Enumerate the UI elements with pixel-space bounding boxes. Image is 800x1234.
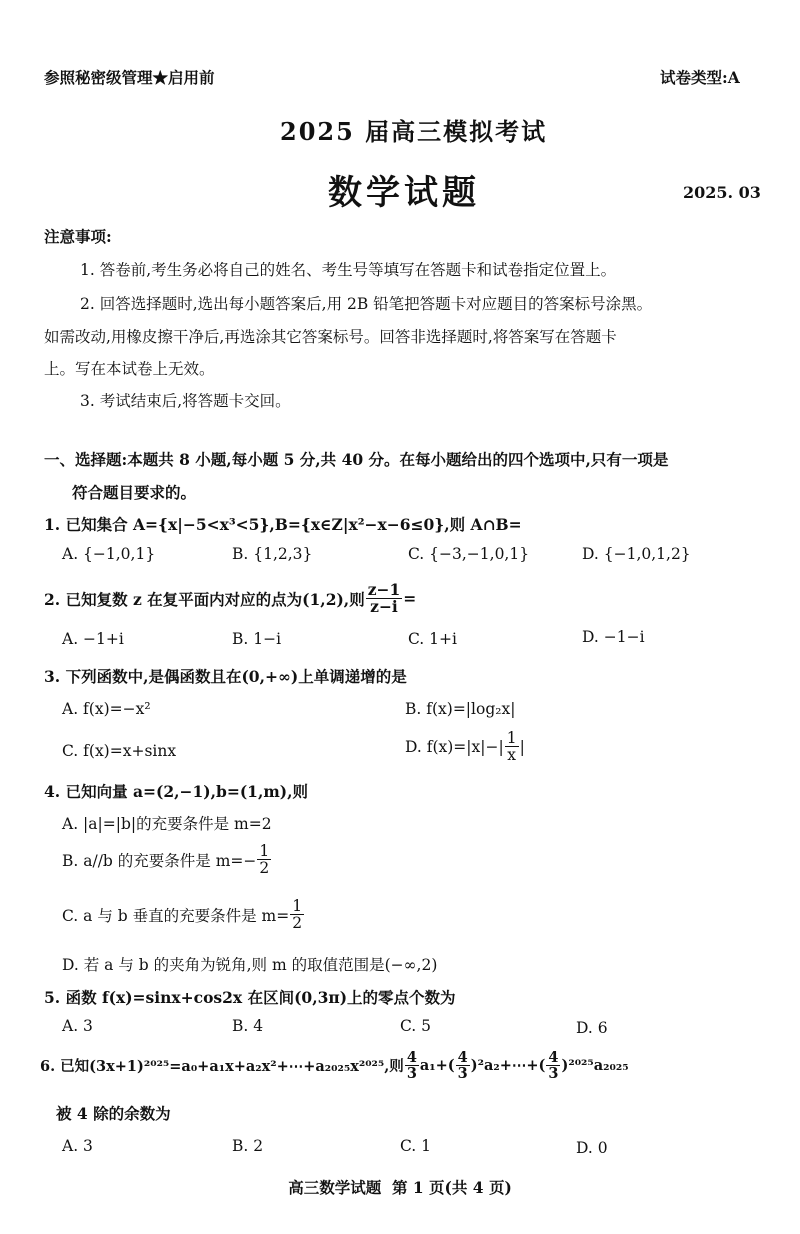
question-2-stem (44, 582, 416, 616)
q2-option-a: A. −1+i (62, 630, 124, 648)
question-6-stem-cont: 被 4 除的余数为 (56, 1104, 171, 1123)
section-heading-cont: 符合题目要求的。 (72, 483, 197, 502)
q5-option-d: D. 6 (576, 1019, 608, 1037)
q5-option-a: A. 3 (62, 1017, 93, 1035)
q6-frac1-den: 3 (406, 1065, 417, 1083)
q6-option-d: D. 0 (576, 1139, 608, 1157)
q3-d-num: 1 (506, 729, 517, 747)
q6-option-c: C. 1 (400, 1137, 432, 1155)
q1-option-c: C. {−3,−1,0,1} (408, 545, 530, 563)
q6-stem-b: a₁+( (419, 1057, 455, 1075)
page-footer: 高三数学试题 第 1 页(共 4 页) (288, 1178, 512, 1197)
q3-d-fraction (505, 730, 519, 764)
q6-frac3-den: 3 (548, 1065, 559, 1083)
q6-frac3-num: 4 (548, 1049, 559, 1066)
q3-d-text: D. f(x)=|x|−| (405, 737, 504, 756)
q6-stem-a: 6. 已知(3x+1)²⁰²⁵=a₀+a₁x+a₂x²+⋯+a₂₀₂₅x²⁰²⁵,则 (40, 1058, 404, 1076)
q6-frac2-den: 3 (457, 1065, 468, 1083)
q4-c-den: 2 (292, 914, 303, 933)
q6-fraction-1 (405, 1050, 419, 1081)
notice-item-2-end: 上。写在本试卷上无效。 (44, 360, 215, 378)
q3-option-d (405, 730, 525, 764)
q1-option-d: D. {−1,0,1,2} (582, 545, 691, 563)
q6-frac2-num: 4 (457, 1049, 468, 1066)
notice-item-1: 1. 答卷前,考生务必将自己的姓名、考生号等填写在答题卡和试卷指定位置上。 (80, 261, 617, 279)
q2-frac-num: z−1 (367, 580, 401, 599)
question-6-stem (40, 1050, 629, 1081)
q4-option-d: D. 若 a 与 b 的夹角为锐角,则 m 的取值范围是(−∞,2) (62, 956, 438, 974)
q4-b-den: 2 (259, 859, 270, 878)
paper-type-label: 试卷类型:A (660, 68, 740, 87)
question-3-stem: 3. 下列函数中,是偶函数且在(0,+∞)上单调递增的是 (44, 667, 407, 686)
q2-option-c: C. 1+i (408, 630, 457, 648)
question-5-stem: 5. 函数 f(x)=sinx+cos2x 在区间(0,3π)上的零点个数为 (44, 988, 456, 1007)
question-4-stem: 4. 已知向量 a=(2,−1),b=(1,m),则 (44, 782, 308, 801)
notice-item-2-cont: 如需改动,用橡皮擦干净后,再选涂其它答案标号。回答非选择题时,将答案写在答题卡 (44, 328, 617, 346)
q4-option-b (62, 843, 272, 877)
q2-stem-end: = (403, 589, 417, 609)
q5-option-c: C. 5 (400, 1017, 432, 1035)
notice-title: 注意事项: (44, 227, 112, 246)
q3-option-c: C. f(x)=x+sinx (62, 742, 177, 760)
q6-fraction-3 (546, 1050, 560, 1081)
q3-option-a: A. f(x)=−x² (62, 700, 151, 718)
q6-stem-c: )²a₂+⋯+( (470, 1057, 546, 1075)
q2-stem-text: 2. 已知复数 z 在复平面内对应的点为(1,2),则 (44, 589, 365, 609)
subject-title: 数学试题 (328, 173, 480, 213)
q2-frac-den: z−i (370, 597, 398, 617)
q3-d-den: x (507, 746, 516, 765)
secrecy-label: 参照秘密级管理★启用前 (44, 68, 215, 87)
q4-c-fraction (290, 898, 304, 932)
exam-date: 2025. 03 (683, 183, 761, 202)
q4-b-text: B. a//b 的充要条件是 m=− (62, 851, 257, 870)
q6-option-a: A. 3 (62, 1137, 93, 1155)
q3-option-b: B. f(x)=|log₂x| (405, 700, 516, 718)
q4-b-num: 1 (259, 842, 270, 860)
q6-fraction-2 (456, 1050, 470, 1081)
exam-name: 2025 届高三模拟考试 (280, 117, 548, 146)
q4-b-fraction (257, 843, 271, 877)
q6-stem-d: )²⁰²⁵a₂₀₂₅ (561, 1057, 629, 1075)
q2-option-b: B. 1−i (232, 630, 282, 648)
q2-option-d: D. −1−i (582, 628, 645, 646)
q1-option-b: B. {1,2,3} (232, 545, 313, 563)
q1-option-a: A. {−1,0,1} (62, 545, 156, 563)
section-heading: 一、选择题:本题共 8 小题,每小题 5 分,共 40 分。在每小题给出的四个选项中,只有一项是 (44, 450, 669, 469)
notice-item-2: 2. 回答选择题时,选出每小题答案后,用 2B 铅笔把答题卡对应题目的答案标号涂黑。 (80, 295, 653, 313)
q4-c-text: C. a 与 b 垂直的充要条件是 m= (62, 906, 290, 925)
q4-option-a: A. |a|=|b|的充要条件是 m=2 (62, 815, 272, 833)
q6-option-b: B. 2 (232, 1137, 264, 1155)
q6-frac1-num: 4 (406, 1049, 417, 1066)
question-1-stem: 1. 已知集合 A={x|−5<x³<5},B={x∈Z|x²−x−6≤0},则 A∩B= (44, 515, 522, 534)
q3-d-end: | (519, 737, 525, 756)
q4-c-num: 1 (292, 897, 303, 915)
q5-option-b: B. 4 (232, 1017, 264, 1035)
q4-option-c (62, 898, 305, 932)
notice-item-3: 3. 考试结束后,将答题卡交回。 (80, 392, 291, 410)
q2-fraction (366, 582, 403, 616)
